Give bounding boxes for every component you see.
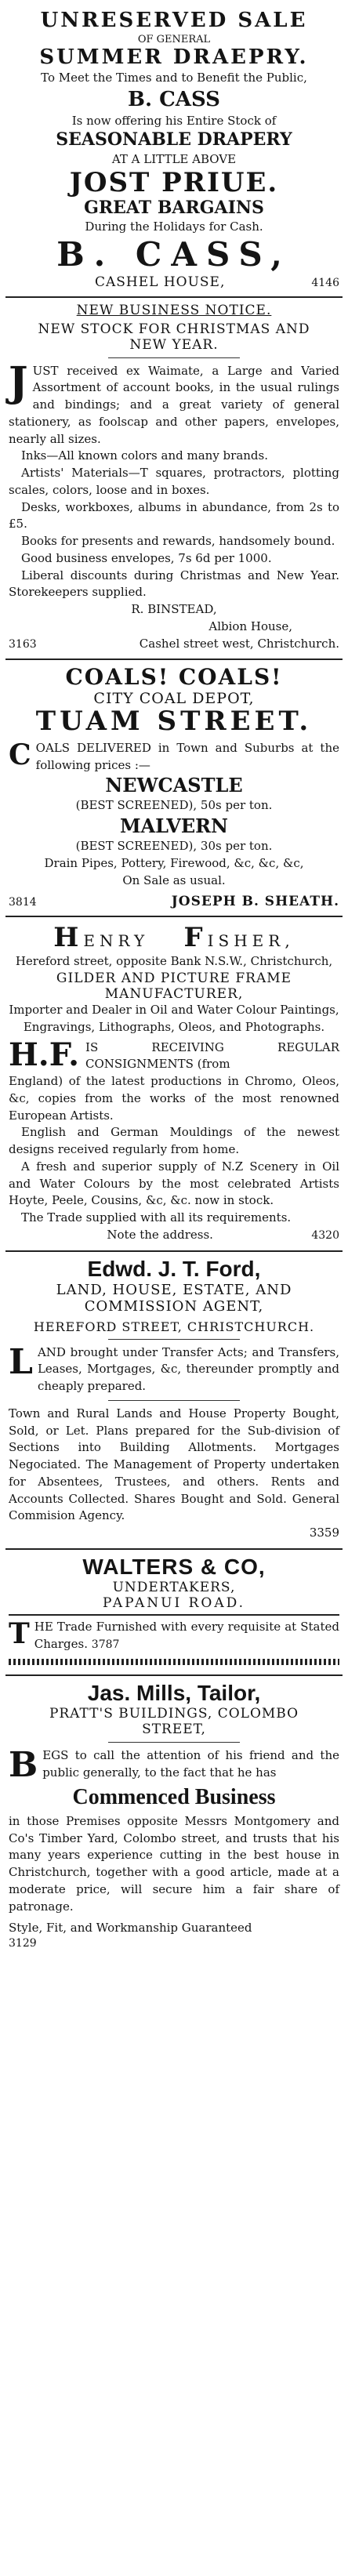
drop-cap: T — [9, 1616, 30, 1650]
ad-walters-undertakers — [5, 1550, 343, 1677]
ad-paragraph: Desks, workboxes, albums in abundance, from 2s to £5. — [9, 499, 339, 532]
ad-subheadline: CITY COAL DEPOT, — [93, 690, 255, 708]
advertiser-name: B. CASS — [128, 88, 220, 112]
ad-subheading: UNDERTAKERS, — [112, 1579, 236, 1595]
ad-paragraph: On Sale as usual. — [122, 873, 226, 887]
ad-signature: R. BINSTEAD, — [131, 602, 217, 617]
coal-type: NEWCASTLE — [105, 774, 243, 797]
ad-paragraph: The Trade supplied with all its requirements. — [21, 1210, 292, 1225]
ad-number: 3814 — [9, 896, 37, 909]
ad-title: SUMMER DRAEPRY. — [39, 45, 309, 70]
ad-paragraph: Good business envelopes, 7s 6d per 1000. — [21, 550, 272, 565]
ad-subheadline: NEW YEAR. — [129, 336, 219, 353]
coal-price: (BEST SCREENED), 30s per ton. — [75, 839, 273, 854]
ad-headline: COALS! COALS! — [65, 664, 283, 691]
ad-paragraph: Importer and Dealer in Oil and Water Colour Paintings, — [9, 1003, 339, 1018]
ad-paragraph: OALS DELIVERED in Town and Suburbs at the following prices :— — [35, 740, 339, 772]
ad-paragraph: IS RECEIVING REGULAR CONSIGNMENTS (from — [85, 1039, 339, 1072]
ad-intro: To Meet the Times and to Benefit the Public, — [41, 71, 307, 85]
ad-paragraph: Liberal discounts during Christmas and New Year. Storekeepers supplied. — [9, 568, 339, 600]
ad-paragraph: Books for presents and rewards, handsomely bound. — [21, 534, 335, 549]
ad-text: AT A LITTLE ABOVE — [111, 151, 237, 166]
ad-subheading: Commenced Business — [72, 1784, 276, 1809]
ad-subheading: GILDER AND PICTURE FRAME MANUFACTURER, — [56, 971, 292, 1003]
ad-note: Note the address. — [107, 1227, 213, 1242]
advertiser-address: PAPANUI ROAD. — [102, 1595, 246, 1611]
ad-subheading: COMMISSION AGENT, — [84, 1297, 264, 1315]
ad-subheadline: NEW STOCK FOR CHRISTMAS AND — [38, 321, 310, 337]
newspaper-column — [5, 0, 343, 1956]
ad-subheading: SEASONABLE DRAPERY — [56, 129, 292, 151]
ad-ford-land-agent — [5, 1252, 343, 1550]
advertiser-name: Jas. Mills, Tailor, — [87, 1681, 261, 1706]
coal-type: MALVERN — [119, 815, 228, 838]
ad-number: 4146 — [311, 276, 339, 289]
ad-headline: NEW BUSINESS NOTICE. — [76, 302, 272, 318]
advertiser-address: Cashel street west, Christchurch. — [139, 636, 339, 651]
ad-paragraph: in those Premises opposite Messrs Montgomery and Co's Timber Yard, Colombo street, and trusts that his many years experience cutting in the best house in Christchurch, together with a good article, made at a moderate price, will secure him a fair share of patronage. — [9, 1813, 339, 1914]
ad-paragraph: EGS to call the attention of his friend and the public generally, to the fact that he has — [42, 1748, 339, 1780]
ad-text: Is now offering his Entire Stock of — [71, 113, 277, 128]
ad-text: During the Holidays for Cash. — [85, 220, 263, 234]
ad-guarantee: Style, Fit, and Workmanship Guaranteed — [9, 1921, 252, 1936]
decorative-border — [9, 1659, 339, 1665]
ad-mills-tailor — [5, 1676, 343, 1956]
ad-number: 3129 — [9, 1937, 37, 1950]
ad-number: 3359 — [309, 1526, 339, 1540]
advertiser-name-large: B. CASS, — [56, 235, 292, 274]
advertiser-address: CASHEL HOUSE, — [94, 274, 226, 290]
ad-number: 4320 — [311, 1228, 339, 1242]
ad-paragraph: England) of the latest productions in Chromo, Oleos, &c, copies from the works of the most renowned European Artists. — [9, 1074, 339, 1123]
ad-cost-price: JOST PRIUE. — [69, 166, 279, 198]
advertiser-address: HEREFORD STREET, CHRISTCHURCH. — [33, 1319, 315, 1334]
advertiser-address: STREET, — [142, 1722, 206, 1738]
ad-binstead-stationery — [5, 298, 343, 661]
advertiser-name: HENRY FISHER, — [53, 922, 295, 954]
ad-initials: H.F. — [9, 1036, 80, 1073]
ad-bargains: GREAT BARGAINS — [84, 197, 264, 218]
ad-paragraph: Town and Rural Lands and House Property Bought, Sold, or Let. Plans prepared for the Sub-division of Sections into Building Allotments. Mortgages Negociated. The Management of Property undertaken for Absentees, Trustees, and others. Rents and Accounts Collected. Shares Bought and Sold. General Commision Agency. — [9, 1406, 339, 1523]
ad-subheadline: OF GENERAL — [137, 33, 211, 45]
ad-signature-place: Albion House, — [208, 619, 292, 633]
ad-number: 3787 — [91, 1638, 120, 1651]
ad-paragraph: AND brought under Transfer Acts; and Transfers, Leases, Mortgages, &c, thereunder promptly and cheaply prepared. — [37, 1344, 339, 1394]
advertiser-address: PRATT'S BUILDINGS, COLOMBO — [49, 1706, 299, 1722]
ad-sheath-coal-depot — [5, 660, 343, 917]
advertiser-address: Hereford street, opposite Bank N.S.W., Christchurch, — [15, 954, 333, 969]
ad-headline: UNRESERVED SALE — [40, 9, 308, 32]
ad-subheading: LAND, HOUSE, ESTATE, AND — [56, 1281, 292, 1298]
ad-cass-summer-drapery — [5, 5, 343, 298]
ad-paragraph: English and German Mouldings of the newest designs received regularly from home. — [9, 1125, 339, 1157]
ad-paragraph: Drain Pipes, Pottery, Firewood, &c, &c, &c, — [44, 855, 304, 870]
ad-paragraph: UST received ex Waimate, a Large and Varied Assortment of account books, in the usual rulings and bindings; and a great variety of general stationery, as foolscap and other papers, envelopes, nearly all sizes. — [9, 363, 339, 446]
advertiser-name: Edwd. J. T. Ford, — [87, 1256, 261, 1281]
drop-cap: L — [9, 1341, 33, 1382]
drop-cap: C — [9, 738, 31, 771]
advertiser-name: WALTERS & CO, — [82, 1554, 266, 1579]
drop-cap: B — [9, 1745, 38, 1786]
ad-paragraph: Artists' Materials—T squares, protractors, plotting scales, colors, loose and in boxes. — [9, 466, 339, 497]
ad-henry-fisher-gilder — [5, 917, 343, 1251]
ad-number: 3163 — [9, 637, 37, 651]
ad-paragraph: Engravings, Lithographs, Oleos, and Photographs. — [23, 1019, 325, 1034]
ad-paragraph: HE Trade Furnished with every requisite at Stated Charges. — [34, 1619, 339, 1651]
ad-paragraph: A fresh and superior supply of N.Z Scenery in Oil and Water Colours by the most celebrated Artists Hoyte, Peele, Cousins, &c, &c. now in stock. — [9, 1159, 339, 1208]
ad-paragraph: Inks—All known colors and many brands. — [21, 448, 268, 463]
ad-signature: JOSEPH B. SHEATH. — [171, 894, 339, 910]
drop-cap: J — [9, 357, 28, 406]
ad-title: TUAM STREET. — [35, 706, 313, 738]
coal-price: (BEST SCREENED), 50s per ton. — [75, 798, 273, 813]
